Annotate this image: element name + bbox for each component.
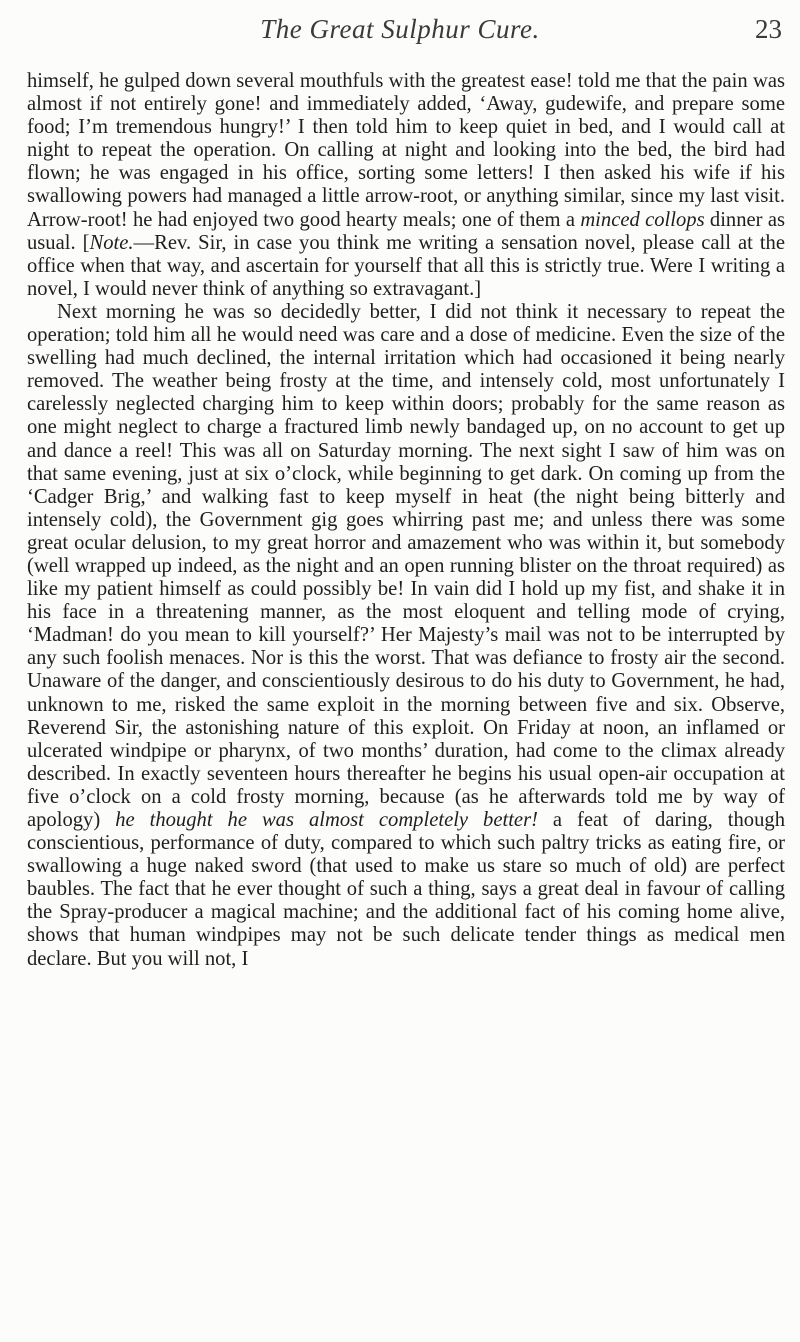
paragraph-1 [27,70,785,301]
paragraph-1-text-b: dinner as usual. [ [27,208,785,254]
page-number: 23 [755,14,782,44]
running-title: The Great Sulphur Cure. [260,14,540,44]
italic-note: Note. [89,231,134,254]
italic-minced-collops: minced collops [580,208,705,231]
paragraph-1-text-c: —Rev. Sir, in case you think me writing a sensation novel, please call at the office when that way, and ascertain for yourself that all this is strictly true. Were I writing a novel, I would never think of anything so extravagant.] [27,231,785,300]
italic-apology: he thought he was almost completely better! [115,809,538,831]
paragraph-1-text-a: himself, he gulped down several mouthfuls with the greatest ease! told me that the pain was almost if not entirely gone! and immediately added, ‘Away, gudewife, and prepare some food; I’m tremendous hungry!’ I then told him to keep quiet in bed, and I would call at night to repeat the operation. On calling at night and looking into the bed, the bird had flown; he was engaged in his office, sorting some letters! I then asked his wife if his swallowing powers had managed a little arrow-root, or anything similar, since my last visit. Arrow-root! he had enjoyed two good hearty meals; one of them a [27,70,785,231]
body-text [27,70,785,971]
paragraph-2-text-b: a feat of daring, though conscientious, performance of duty, compared to which such paltry tricks as eating fire, or swallowing a huge naked sword (that used to make us stare so much of old) are perfect baubles. The fact that he ever thought of such a thing, says a great deal in favour of calling the Spray-producer a magical machine; and the additional fact of his coming home alive, shows that human windpipes may not be such delicate tender things as medical men declare. But you will not, I [27,809,785,970]
running-head [0,14,800,58]
paragraph-2 [27,301,785,971]
paragraph-2-text-a: Next morning he was so decidedly better, I did not think it necessary to repeat the operation; told him all he would need was care and a dose of medicine. Even the size of the swelling had much declined, the internal irritation which had occasioned it being nearly removed. The weather being frosty at the time, and intensely cold, most unfortunately I carelessly neglected charging him to keep within doors; probably for the same reason as one might neglect to charge a fractured limb newly bandaged up, on no account to get up and dance a reel! This was all on Saturday morning. The next sight I saw of him was on that same evening, just at six o’clock, while beginning to get dark. On coming up from the ‘Cadger Brig,’ and walking fast to keep myself in heat (the night being bitterly and intensely cold), the Government gig goes whirring past me; and unless there was some great ocular delusion, to my great horror and amazement who was within it, but somebody (well wrapped up indeed, as the night and an open running blister on the throat required) as like my patient himself as could possibly be! In vain did I hold up my fist, and shake it in his face in a threatening manner, as the most eloquent and telling mode of crying, ‘Madman! do you mean to kill yourself?’ Her Majesty’s mail was not to be interrupted by any such foolish menaces. Nor is this the worst. That was defiance to frosty air the second. Unaware of the danger, and conscientiously desirous to do his duty to Government, he had, unknown to me, risked the same exploit in the morning between five and six. Observe, Reverend Sir, the astonishing nature of this exploit. On Friday at noon, an inflamed or ulcerated windpipe or pharynx, of two months’ duration, had come to the climax already described. In exactly seventeen hours thereafter he begins his usual open-air occupation at five o’clock on a cold frosty morning, because (as he afterwards told me by way of apology) [27,300,785,831]
